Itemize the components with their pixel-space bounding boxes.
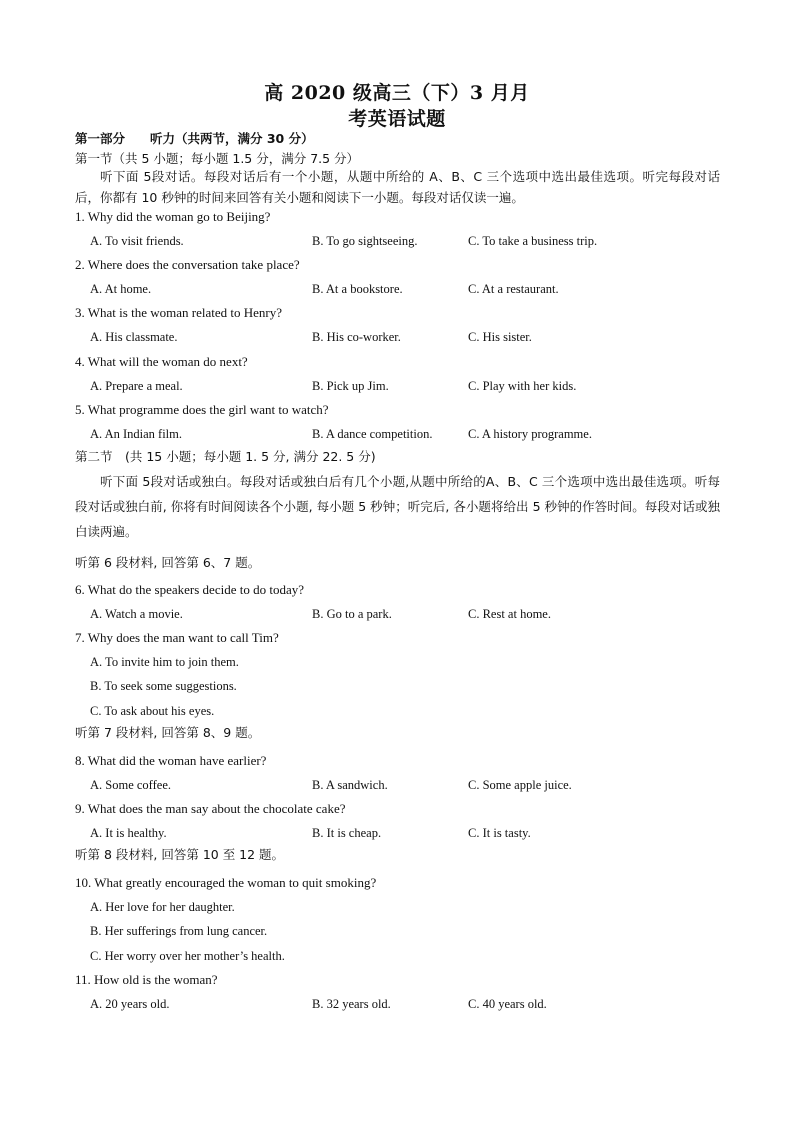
question-7-option-a: A. To invite him to join them. xyxy=(90,655,239,669)
question-5: 5. What programme does the girl want to watch? xyxy=(75,402,329,417)
material-6-note: 听第 6 段材料, 回答第 6、7 题。 xyxy=(75,555,261,570)
question-4-option-b: B. Pick up Jim. xyxy=(312,379,389,393)
question-8-option-c: C. Some apple juice. xyxy=(468,778,572,792)
question-11: 11. How old is the woman? xyxy=(75,972,218,987)
question-9-option-a: A. It is healthy. xyxy=(90,826,167,840)
part1-heading: 第一部分 听力（共两节，满分 30 分） xyxy=(75,131,314,146)
question-5-option-a: A. An Indian film. xyxy=(90,427,183,441)
question-1: 1. Why did the woman go to Beijing? xyxy=(75,209,271,224)
question-2-option-a: A. At home. xyxy=(90,282,152,296)
section1-instructions: 听下面 5段对话。每段对话后有一个小题，从题中所给的 A、B、C 三个选项中选出最佳选项。听完每段对话后，你都有 10 秒钟的时间来回答有关小题和阅读下一小题。每段对话仅读一遍。 xyxy=(75,169,720,205)
question-3-option-b: B. His co-worker. xyxy=(312,330,401,344)
question-9-option-b: B. It is cheap. xyxy=(312,826,382,840)
question-8: 8. What did the woman have earlier? xyxy=(75,753,267,768)
exam-title-line1: 高 2020 级高三（下）3 月月 xyxy=(264,82,530,104)
question-2: 2. Where does the conversation take place? xyxy=(75,257,300,272)
question-6-option-a: A. Watch a movie. xyxy=(90,607,183,621)
question-4-option-c: C. Play with her kids. xyxy=(468,379,577,393)
exam-title-line2: 考英语试题 xyxy=(348,108,446,130)
question-7: 7. Why does the man want to call Tim? xyxy=(75,630,279,645)
question-3-option-c: C. His sister. xyxy=(468,330,532,344)
question-8-option-b: B. A sandwich. xyxy=(312,778,388,792)
question-11-option-a: A. 20 years old. xyxy=(90,997,170,1011)
question-6: 6. What do the speakers decide to do today? xyxy=(75,582,304,597)
question-9-option-c: C. It is tasty. xyxy=(468,826,531,840)
question-7-option-c: C. To ask about his eyes. xyxy=(90,704,215,718)
question-10-option-b: B. Her sufferings from lung cancer. xyxy=(90,924,268,938)
question-10: 10. What greatly encouraged the woman to quit smoking? xyxy=(75,875,377,890)
question-2-option-c: C. At a restaurant. xyxy=(468,282,559,296)
question-9: 9. What does the man say about the chocolate cake? xyxy=(75,801,346,816)
material-8-note: 听第 8 段材料, 回答第 10 至 12 题。 xyxy=(75,847,285,862)
question-11-option-b: B. 32 years old. xyxy=(312,997,391,1011)
question-10-option-a: A. Her love for her daughter. xyxy=(90,900,235,914)
question-7-option-b: B. To seek some suggestions. xyxy=(90,679,237,693)
question-4-option-a: A. Prepare a meal. xyxy=(90,379,183,393)
question-1-option-c: C. To take a business trip. xyxy=(468,234,598,248)
question-5-option-b: B. A dance competition. xyxy=(312,427,433,441)
question-3: 3. What is the woman related to Henry? xyxy=(75,305,282,320)
question-3-option-a: A. His classmate. xyxy=(90,330,178,344)
question-8-option-a: A. Some coffee. xyxy=(90,778,171,792)
material-7-note: 听第 7 段材料, 回答第 8、9 题。 xyxy=(75,725,261,740)
question-4: 4. What will the woman do next? xyxy=(75,354,248,369)
question-6-option-c: C. Rest at home. xyxy=(468,607,551,621)
section1-heading: 第一节（共 5 小题；每小题 1.5 分，满分 7.5 分） xyxy=(75,151,360,166)
question-10-option-c: C. Her worry over her mother’s health. xyxy=(90,949,285,963)
question-5-option-c: C. A history programme. xyxy=(468,427,592,441)
question-1-option-b: B. To go sightseeing. xyxy=(312,234,418,248)
question-6-option-b: B. Go to a park. xyxy=(312,607,392,621)
question-11-option-c: C. 40 years old. xyxy=(468,997,547,1011)
section2-heading: 第二节 (共 15 小题；每小题 1. 5 分, 满分 22. 5 分) xyxy=(75,449,376,464)
question-1-option-a: A. To visit friends. xyxy=(90,234,184,248)
section2-instructions: 听下面 5段对话或独白。每段对话或独白后有几个小题,从题中所给的A、B、C 三个选项中选出最佳选项。听每段对话或独白前, 你将有时间阅读各个小题, 每小题 5 秒钟；听完后, 各小题将给出 5 秒钟的作答时间。每段对话或独白读两遍。 xyxy=(75,474,720,539)
question-2-option-b: B. At a bookstore. xyxy=(312,282,403,296)
